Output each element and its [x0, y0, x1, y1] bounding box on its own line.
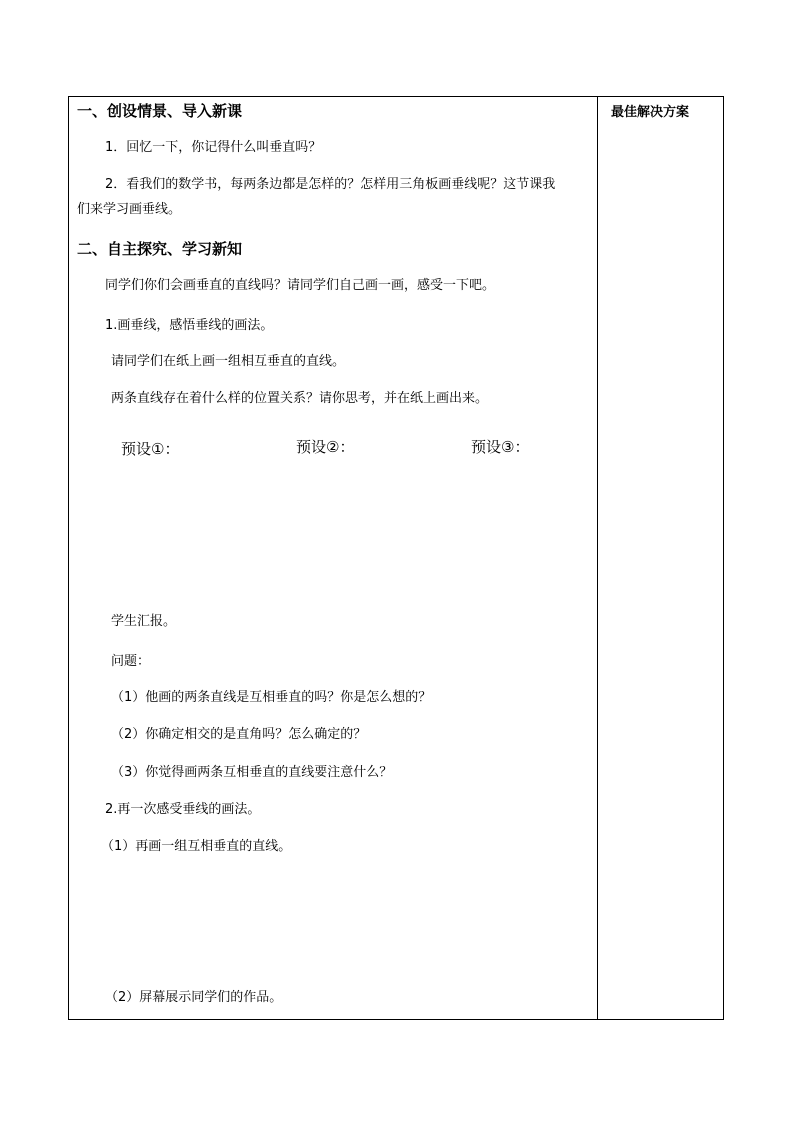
question-2: （2）你确定相交的是直角吗？怎么确定的？ — [111, 727, 367, 742]
section2-intro: 同学们你们会画垂直的直线吗？请同学们自己画一画，感受一下吧。 — [105, 278, 496, 293]
solution-cell — [598, 97, 723, 1019]
section1-question-1: 1．回忆一下，你记得什么叫垂直吗？ — [105, 140, 322, 155]
step2-item-1: （1）再画一组互相垂直的直线。 — [101, 839, 292, 854]
preset-2: 预设②： — [296, 438, 355, 456]
question-1: （1）他画的两条直线是互相垂直的吗？你是怎么想的？ — [111, 690, 432, 705]
step1-instruction: 请同学们在纸上画一组相互垂直的直线。 — [111, 354, 346, 369]
section1-heading: 一、创设情景、导入新课 — [77, 102, 243, 120]
preset-1: 预设①： — [121, 440, 180, 458]
preset-3: 预设③： — [471, 438, 530, 456]
student-report: 学生汇报。 — [111, 614, 177, 629]
section2-heading: 二、自主探究、学习新知 — [77, 240, 243, 258]
questions-label: 问题： — [111, 654, 151, 669]
step2-item-2: （2）屏幕展示同学们的作品。 — [105, 990, 283, 1005]
step1-title: 1.画垂线，感悟垂线的画法。 — [105, 318, 274, 333]
solution-title: 最佳解决方案 — [611, 105, 690, 120]
section1-question-2-line2: 们来学习画垂线。 — [77, 202, 182, 217]
section1-question-2-line1: 2．看我们的数学书，每两条边都是怎样的？怎样用三角板画垂线呢？这节课我 — [105, 177, 556, 192]
step1-question: 两条直线存在着什么样的位置关系？请你思考，并在纸上画出来。 — [111, 391, 489, 406]
step2-title: 2.再一次感受垂线的画法。 — [105, 802, 261, 817]
lesson-table — [68, 96, 724, 1020]
lesson-content-cell — [69, 97, 597, 1019]
question-3: （3）你觉得画两条互相垂直的直线要注意什么？ — [111, 765, 393, 780]
